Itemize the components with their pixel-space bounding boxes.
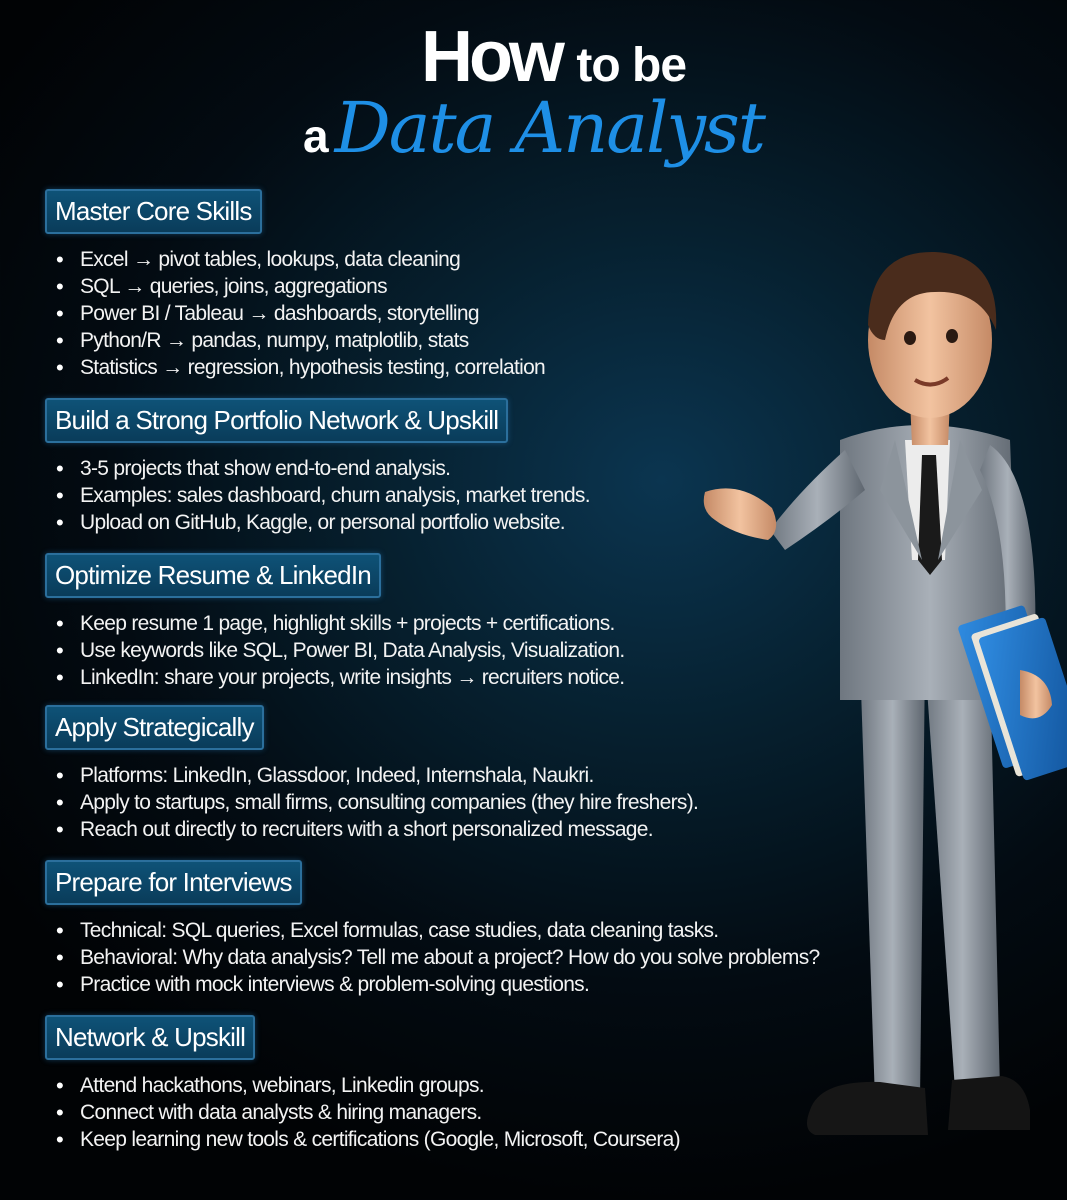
list-item: • Python/R → pandas, numpy, matplotlib, stats [45, 327, 825, 354]
trousers-left-leg [860, 660, 925, 1100]
list-item: • Use keywords like SQL, Power BI, Data Analysis, Visualization. [45, 637, 825, 664]
right-eye [946, 329, 958, 343]
list-item: • Attend hackathons, webinars, Linkedin groups. [45, 1072, 825, 1099]
list-item: • Connect with data analysts & hiring managers. [45, 1099, 825, 1126]
section-heading: Optimize Resume & LinkedIn [45, 553, 381, 598]
title-to-be: to be [576, 39, 687, 92]
section-heading: Build a Strong Portfolio Network & Upskill [45, 398, 508, 443]
section-heading: Master Core Skills [45, 189, 262, 234]
left-shoe [807, 1082, 928, 1135]
title-line-2 [0, 89, 1067, 187]
left-hand [704, 488, 776, 540]
list-item: • LinkedIn: share your projects, write insights → recruiters notice. [45, 664, 825, 691]
list-item: • Platforms: LinkedIn, Glassdoor, Indeed, Internshala, Naukri. [45, 762, 825, 789]
trousers-right-leg [925, 660, 1000, 1090]
right-shoe [948, 1076, 1030, 1130]
list-item: • Keep learning new tools & certifications (Google, Microsoft, Coursera) [45, 1126, 825, 1153]
list-item: • Upload on GitHub, Kaggle, or personal portfolio website. [45, 509, 825, 536]
list-item: • Reach out directly to recruiters with a short personalized message. [45, 816, 825, 843]
section-heading: Network & Upskill [45, 1015, 255, 1060]
list-item: • Excel → pivot tables, lookups, data cleaning [45, 246, 825, 273]
businessman-illustration [690, 230, 1067, 1170]
list-item: • Statistics → regression, hypothesis testing, correlation [45, 354, 825, 381]
list-item: • SQL → queries, joins, aggregations [45, 273, 825, 300]
title-a: a [303, 110, 329, 162]
list-item: • Keep resume 1 page, highlight skills + projects + certifications. [45, 610, 825, 637]
list-item: • Examples: sales dashboard, churn analysis, market trends. [45, 482, 825, 509]
list-item: • 3-5 projects that show end-to-end analysis. [45, 455, 825, 482]
title-how: How [420, 17, 561, 97]
list-item: • Technical: SQL queries, Excel formulas, case studies, data cleaning tasks. [45, 917, 825, 944]
list-item: • Apply to startups, small firms, consulting companies (they hire freshers). [45, 789, 825, 816]
poster-title [0, 17, 1067, 199]
list-item: • Behavioral: Why data analysis? Tell me about a project? How do you solve problems? [45, 944, 825, 971]
list-item: • Power BI / Tableau → dashboards, storytelling [45, 300, 825, 327]
title-role: Data Analyst [334, 87, 764, 169]
section-heading: Apply Strategically [45, 705, 264, 750]
section-heading: Prepare for Interviews [45, 860, 302, 905]
left-eye [904, 331, 916, 345]
list-item: • Practice with mock interviews & problem-solving questions. [45, 971, 825, 998]
